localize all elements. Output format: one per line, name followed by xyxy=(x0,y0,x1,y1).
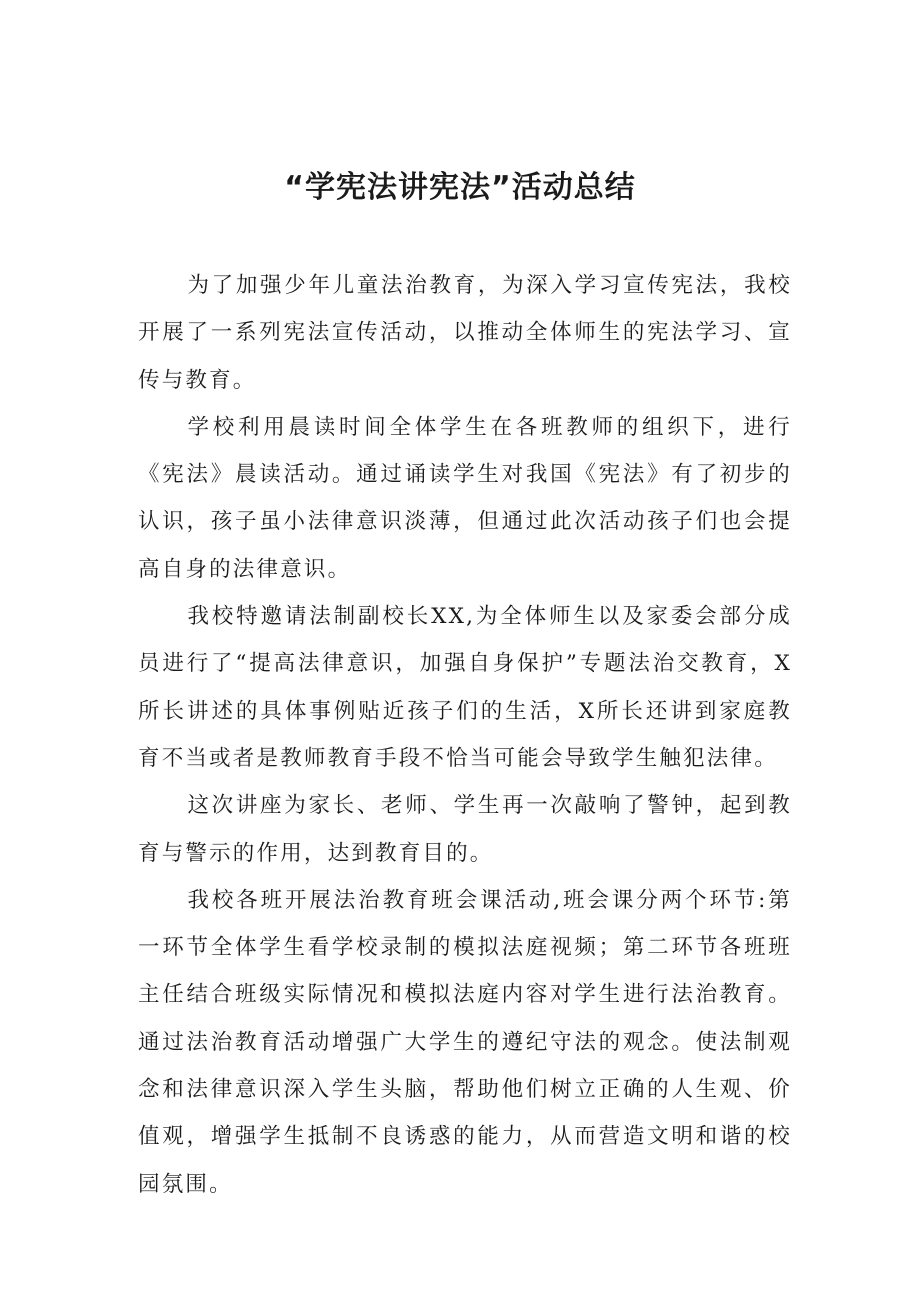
paragraph-lecture: 我校特邀请法制副校长XX,为全体师生以及家委会部分成员进行了“提高法律意识，加强自身保护”专题法治交教育，X所长讲述的具体事例贴近孩子们的生活，X所长还讲到家庭教育不当或者是教师教育手段不恰当可能会导致学生触犯法律。 xyxy=(138,604,792,771)
paragraph-class-meeting: 我校各班开展法治教育班会课活动,班会课分两个环节:第一环节全体学生看学校录制的模拟法庭视频；第二环节各班班主任结合班级实际情况和模拟法庭内容对学生进行法治教育。通过法治教育活动增强广大学生的遵纪守法的观念。使法制观念和法律意识深入学生头脑，帮助他们树立正确的人生观、价值观，增强学生抵制不良诱惑的能力，从而营造文明和谐的校园氛围。 xyxy=(138,887,792,1197)
paragraph-morning-reading: 学校利用晨读时间全体学生在各班教师的组织下，进行《宪法》晨读活动。通过诵读学生对我国《宪法》有了初步的认识，孩子虽小法律意识淡薄，但通过此次活动孩子们也会提高自身的法律意识。 xyxy=(138,414,792,582)
paragraph-intro: 为了加强少年儿童法治教育，为深入学习宣传宪法，我校开展了一系列宪法宣传活动，以推动全体师生的宪法学习、宣传与教育。 xyxy=(138,273,792,393)
document-title: “学宪法讲宪法”活动总结 xyxy=(284,170,636,205)
document-body xyxy=(138,262,792,1208)
paragraph-warning: 这次讲座为家长、老师、学生再一次敲响了警钟，起到教育与警示的作用，达到教育目的。 xyxy=(138,793,792,866)
